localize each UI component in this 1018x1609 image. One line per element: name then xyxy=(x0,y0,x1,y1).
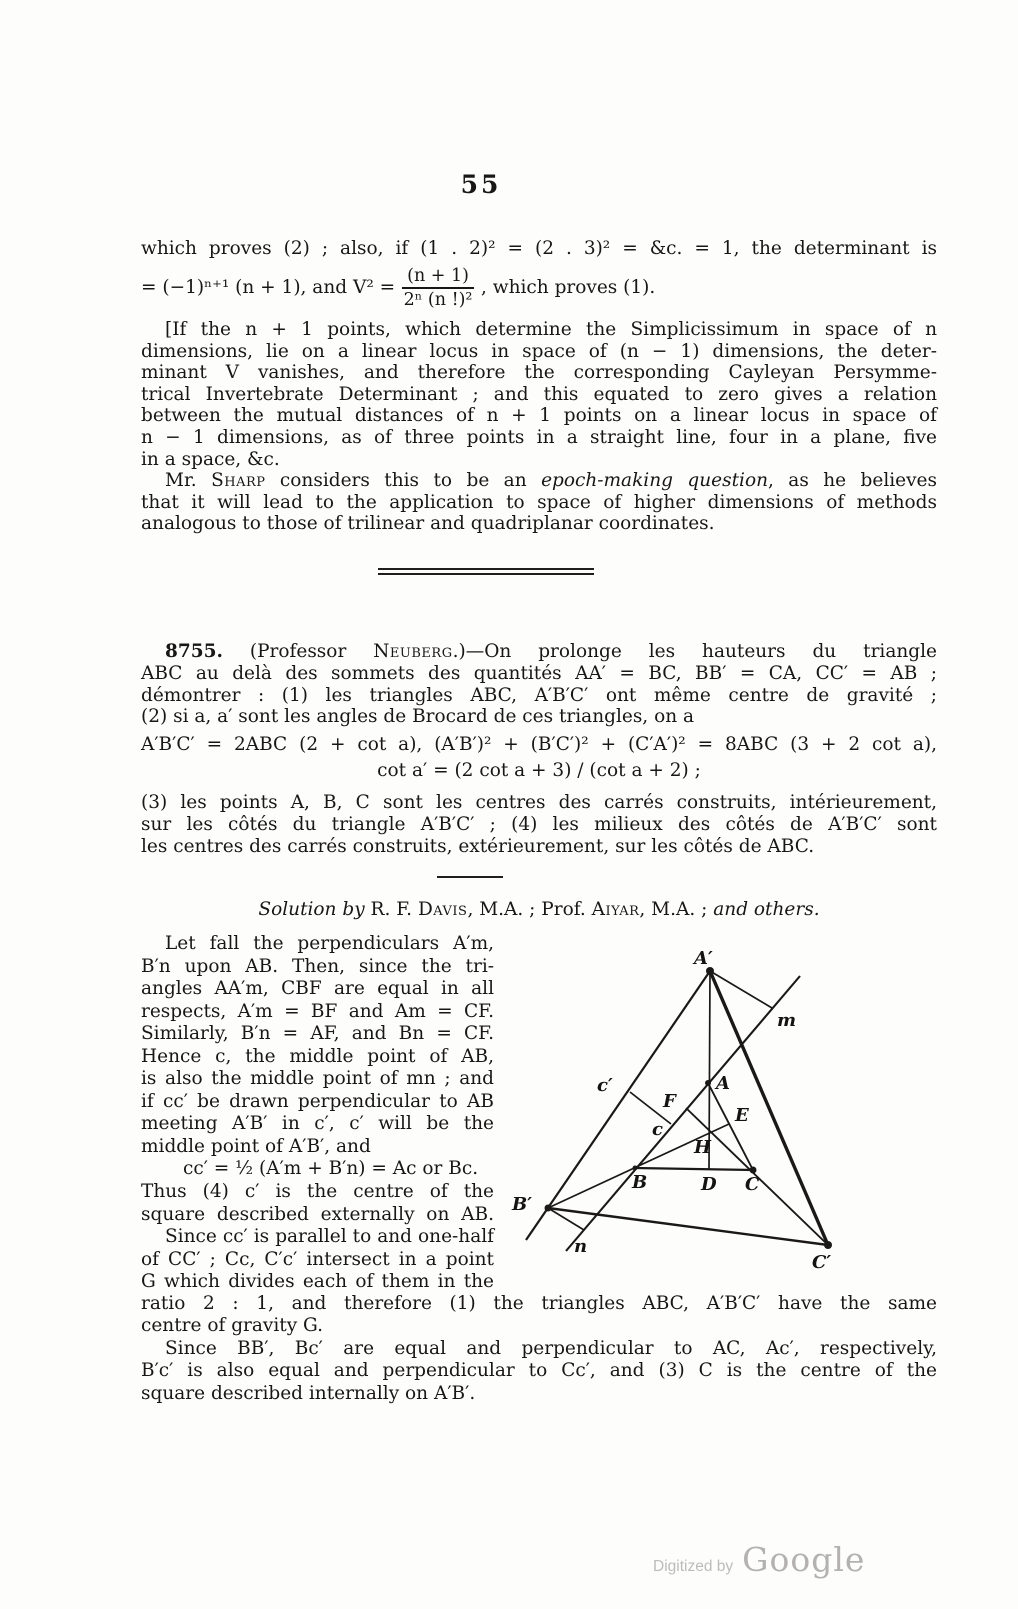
geometry-figure xyxy=(500,940,850,1275)
text-line: trical Invertebrate Determinant ; and this equated to zero gives a relation xyxy=(141,383,937,405)
text-segment: considers this to be an xyxy=(265,470,542,492)
figure-label: F xyxy=(663,1091,676,1112)
text-line: square described internally on A′B′. xyxy=(141,1382,476,1404)
text-segment: Solution by xyxy=(258,899,365,920)
problem-number: 8755. xyxy=(165,641,223,662)
side-B-C xyxy=(635,1168,753,1170)
person-name: Davis xyxy=(417,899,468,920)
text-line: G which divides each of them in the xyxy=(141,1271,494,1293)
text-line: centre of gravity G. xyxy=(141,1315,324,1337)
text-line: (2) si a, a′ sont les angles de Brocard de ces triangles, on a xyxy=(141,706,695,728)
text-line: meeting A′B′ in c′, c′ will be the xyxy=(141,1113,494,1135)
figure-label: B xyxy=(632,1172,648,1193)
text-line: ratio 2 : 1, and therefore (1) the triangles ABC, A′B′C′ have the same xyxy=(141,1293,937,1314)
figure-label: c xyxy=(652,1119,663,1140)
section-divider-double-rule xyxy=(378,568,594,575)
digitization-watermark xyxy=(653,1540,865,1579)
text-segment: , M.A. ; Prof. xyxy=(467,899,592,920)
text-line: (3) les points A, B, C sont les centres des carrés construits, intérieurement, xyxy=(141,792,937,814)
text-line: démontrer : (1) les triangles ABC, A′B′C′ ont même centre de gravité ; xyxy=(141,684,937,706)
text-line: which proves (2) ; also, if (1 . 2)² = (2 . 3)² = &c. = 1, the determinant is xyxy=(141,238,937,259)
text-line: square described externally on AB. xyxy=(141,1203,494,1225)
figure-label: A xyxy=(716,1073,730,1094)
text-line: sur les côtés du triangle A′B′C′ ; (4) les milieux des côtés de A′B′C′ sont xyxy=(141,813,937,835)
point-B xyxy=(633,1166,638,1171)
fraction-denominator: 2ⁿ (n !)² xyxy=(403,290,473,310)
watermark-text: Digitized by xyxy=(653,1558,734,1575)
solution-heading xyxy=(141,899,937,921)
section-divider-short-rule xyxy=(437,876,503,878)
figure-label: A′ xyxy=(694,948,713,969)
text-line: respects, A′m = BF and Am = CF. xyxy=(141,1000,494,1022)
text-line: angles AA′m, CBF are equal in all xyxy=(141,978,494,1000)
formula-line: A′B′C′ = 2ABC (2 + cot a), (A′B′)² + (B′C′)² + (C′A′)² = 8ABC (3 + 2 cot a), xyxy=(141,734,937,756)
formula-line: cc′ = ½ (A′m + B′n) = Ac or Bc. xyxy=(183,1158,479,1180)
point-C xyxy=(750,1167,757,1174)
text-line: Let fall the perpendiculars A′m, xyxy=(165,933,494,954)
formula-segment: = (−1)ⁿ⁺¹ (n + 1), and V² = xyxy=(141,277,396,298)
text-segment: Mr. xyxy=(165,470,212,492)
text-segment: .)—On prolonge les hauteurs du triangle xyxy=(452,641,937,662)
text-line: that it will lead to the application to space of higher dimensions of methods xyxy=(141,491,937,513)
paragraph-determinant xyxy=(141,237,937,310)
person-name: Neuberg xyxy=(373,641,453,662)
emphasized-text: epoch-making question xyxy=(541,470,768,492)
text-line: minant V vanishes, and therefore the corresponding Cayleyan Persymme- xyxy=(141,362,937,384)
text-line: n − 1 dimensions, as of three points in a straight line, four in a plane, five xyxy=(141,426,937,448)
text-line: if cc′ be drawn perpendicular to AB xyxy=(141,1090,494,1112)
fraction-numerator: (n + 1) xyxy=(402,266,474,289)
solution-left-column xyxy=(141,933,494,1294)
text-line: dimensions, lie on a linear locus in space of (n − 1) dimensions, the deter- xyxy=(141,340,937,362)
formula-line: cot a′ = (2 cot a + 3) / (cot a + 2) ; xyxy=(377,760,701,782)
paragraph-remark xyxy=(141,319,937,535)
figure-label: n xyxy=(574,1236,588,1257)
person-name: Aiyar xyxy=(591,899,640,920)
text-line: Thus (4) c′ is the centre of the xyxy=(141,1181,494,1203)
figure-label: D xyxy=(701,1174,717,1195)
text-segment: and others. xyxy=(713,899,820,920)
text-line: Since cc′ is parallel to and one-half xyxy=(165,1226,494,1248)
person-name: Sharp xyxy=(211,470,266,492)
fraction xyxy=(402,266,474,310)
text-line: B′c′ is also equal and perpendicular to Cc′, and (3) C is the centre of the xyxy=(141,1360,937,1382)
figure-label: B′ xyxy=(512,1194,532,1215)
text-line: between the mutual distances of n + 1 points on a linear locus in space of xyxy=(141,405,937,427)
formula-line xyxy=(141,266,937,310)
formula-segment: , which proves (1). xyxy=(480,277,656,298)
problem-8755 xyxy=(141,641,937,858)
figure-label: c′ xyxy=(597,1075,613,1096)
text-line: middle point of A′B′, and xyxy=(141,1135,371,1157)
text-line: Since BB′, Bc′ are equal and perpendicular to AC, Ac′, respectively, xyxy=(165,1337,937,1359)
text-segment: , as he believes xyxy=(768,470,937,492)
side-A-C xyxy=(708,1083,753,1170)
text-line xyxy=(141,470,937,492)
text-line: is also the middle point of mn ; and xyxy=(141,1068,494,1090)
text-line: Hence c, the middle point of AB, xyxy=(141,1045,494,1067)
text-segment: (Professor xyxy=(222,641,374,662)
point-Cprime xyxy=(824,1241,832,1249)
point-A xyxy=(705,1080,711,1086)
point-Bprime xyxy=(545,1205,552,1212)
figure-label: m xyxy=(777,1010,797,1031)
side-Bprime-Cprime xyxy=(548,1208,828,1245)
line-AB-extended-mn xyxy=(566,976,800,1251)
figure-label: C xyxy=(745,1174,760,1195)
text-segment: R. F. xyxy=(364,899,418,920)
problem-heading-line xyxy=(141,641,937,663)
text-line: les centres des carrés construits, extérieurement, sur les côtés de ABC. xyxy=(141,835,815,857)
figure-label: H xyxy=(694,1137,712,1158)
text-line: in a space, &c. xyxy=(141,448,280,470)
text-line: Similarly, B′n = AF, and Bn = CF. xyxy=(141,1023,494,1045)
figure-label: C′ xyxy=(812,1252,832,1273)
text-line: analogous to those of trilinear and quadriplanar coordinates. xyxy=(141,513,715,535)
side-Aprime-Bprime xyxy=(526,971,710,1240)
text-line: of CC′ ; Cc, C′c′ intersect in a point xyxy=(141,1248,494,1270)
text-line: ABC au delà des sommets des quantités AA′ = BC, BB′ = CA, CC′ = AB ; xyxy=(141,662,937,684)
text-segment: , M.A. ; xyxy=(639,899,714,920)
text-line: [If the n + 1 points, which determine the Simplicissimum in space of n xyxy=(165,319,937,340)
page-number: 55 xyxy=(460,170,502,199)
text-line: B′n upon AB. Then, since the tri- xyxy=(141,955,494,977)
google-logo: Google xyxy=(742,1540,866,1579)
solution-fullwidth-text xyxy=(141,1293,937,1405)
figure-label: E xyxy=(735,1105,749,1126)
